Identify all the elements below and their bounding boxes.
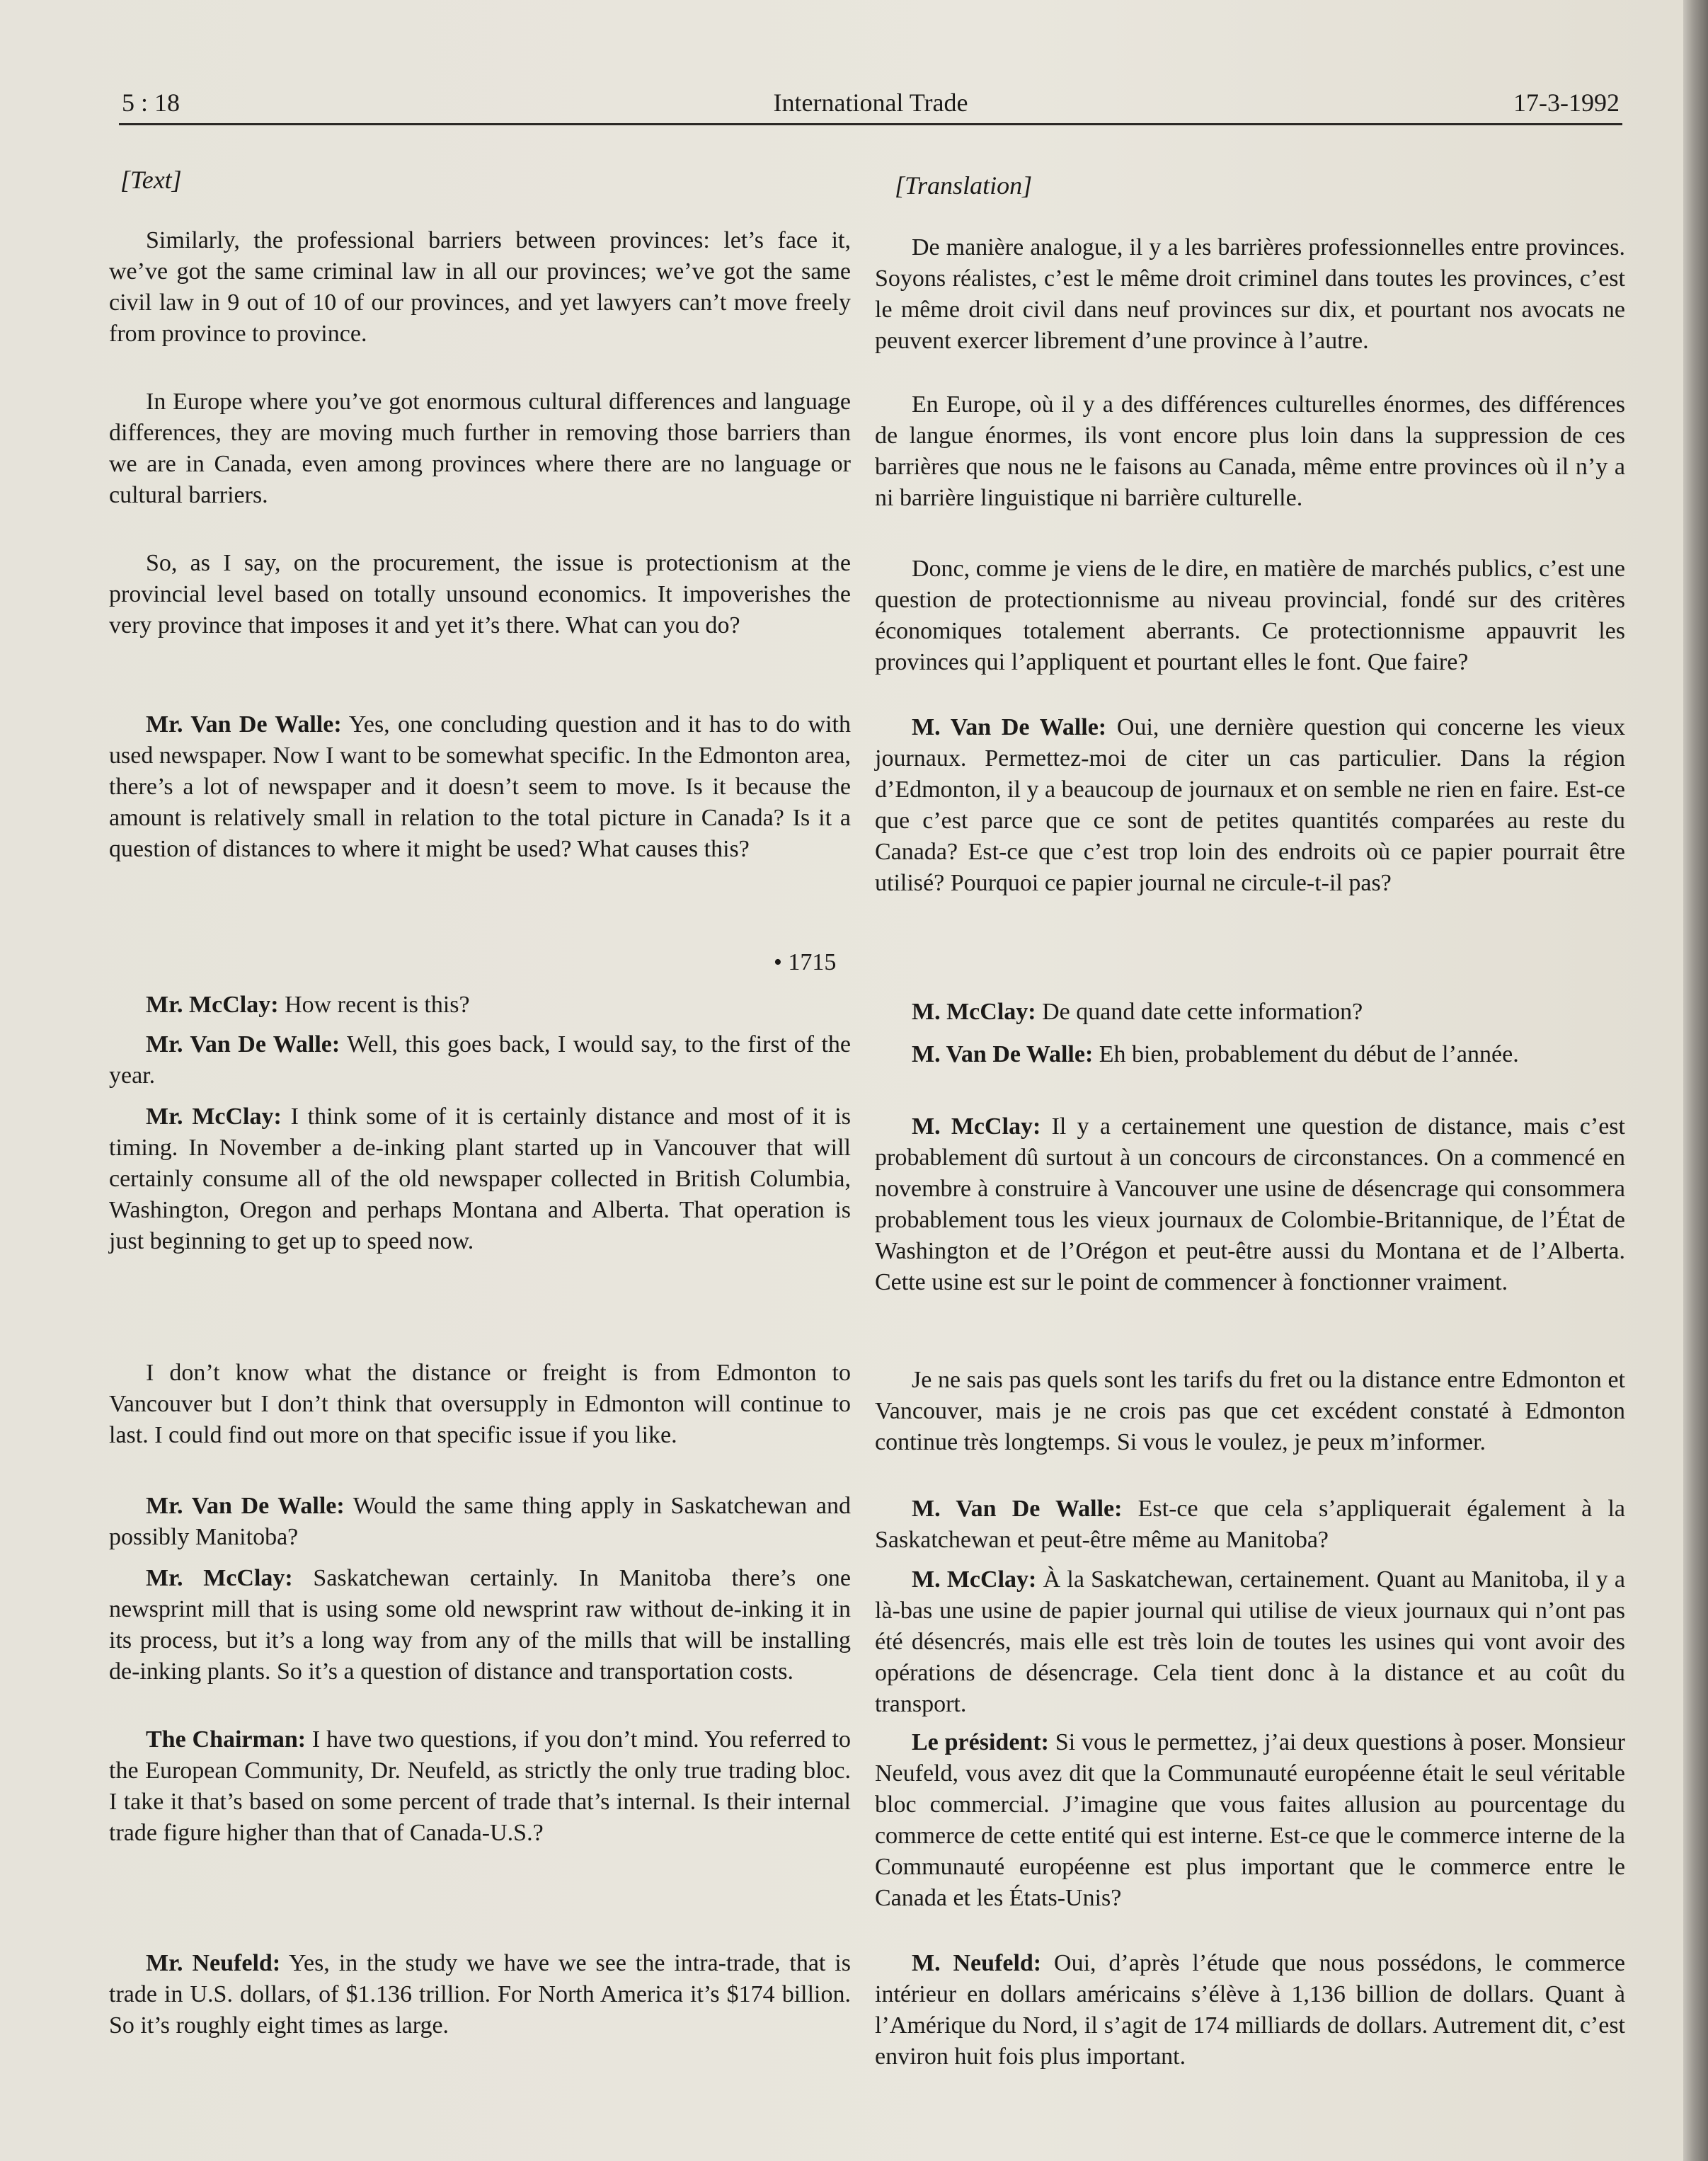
paragraph: I don’t know what the distance or freight is from Edmonton to Vancouver but I don’t think that oversupply in Edmonton will continue to last. I could find out more on that specific issue if you like. (109, 1360, 851, 1448)
speaker-name: Mr. Neufeld: (146, 1950, 281, 1976)
speaker-paragraph: M. Neufeld: Oui, d’après l’étude que nous possédons, le commerce intérieur en dollars américains s’élève à 1,136 billion de dollars. Quant à l’Amérique du Nord, il s’agit de 174 milliards de dollars. Autrement dit, c’est environ huit fois plus important. (875, 1950, 1625, 2070)
publication-title: International Trade (773, 88, 968, 117)
text-label: [Text] (120, 166, 182, 194)
speaker-name: M. Van De Walle: (912, 714, 1107, 740)
speaker-name: M. McClay: (912, 999, 1036, 1025)
speaker-paragraph: Mr. Van De Walle: Would the same thing apply in Saskatchewan and possibly Manitoba? (109, 1493, 851, 1550)
sitting-date: 17-3-1992 (1513, 88, 1620, 117)
speaker-paragraph: Mr. McClay: How recent is this? (146, 992, 470, 1018)
speaker-paragraph: Mr. McClay: I think some of it is certainly distance and most of it is timing. In November a de-inking plant started up in Vancouver that will certainly consume all of the old newspaper collected in British Columbia, Washington, Oregon and perhaps Montana and Alberta. That operation is just beginning to get up to speed now. (109, 1104, 851, 1254)
speaker-paragraph: M. Van De Walle: Oui, une dernière question qui concerne les vieux journaux. Permettez-moi de citer un cas particulier. Dans la région d’Edmonton, il y a beaucoup de journaux et on semble ne rien en faire. Est-ce que c’est parce que ce sont de petites quantités comparées au reste du Canada? Est-ce que c’est trop loin des endroits où ce papier pourrait être utilisé? Pourquoi ce papier journal ne circule-t-il pas? (875, 714, 1626, 896)
speaker-name: M. Van De Walle: (912, 1496, 1123, 1522)
paragraph: De manière analogue, il y a les barrières professionnelles entre provinces. Soyons réalistes, c’est le même droit criminel dans toutes les provinces, c’est le même droit civil dans neuf provinces sur dix, et pourtant nos avocats ne peuvent exercer librement d’une province à l’autre. (875, 234, 1625, 354)
time-marker: • 1715 (774, 949, 837, 975)
speaker-paragraph: Mr. Neufeld: Yes, in the study we have we see the intra-trade, that is trade in U.S. dollars, of $1.136 trillion. For North America it’s $174 billion. So it’s roughly eight times as large. (109, 1950, 851, 2039)
speaker-paragraph: The Chairman: I have two questions, if you don’t mind. You referred to the European Community, Dr. Neufeld, as strictly the only true trading bloc. I take it that’s based on some percent of trade that’s internal. Is their internal trade figure higher than that of Canada-U.S.? (109, 1726, 851, 1846)
paragraph: In Europe where you’ve got enormous cultural differences and language differences, they are moving much further in removing those barriers than we are in Canada, even among provinces where there are no language or cultural barriers. (109, 389, 851, 508)
paragraph: So, as I say, on the procurement, the issue is protectionism at the provincial level based on totally unsound economics. It impoverishes the very province that imposes it and yet it’s there. What can you do? (109, 550, 851, 638)
speaker-paragraph: M. McClay: De quand date cette information? (912, 999, 1363, 1025)
speaker-name: Mr. McClay: (146, 992, 279, 1018)
page-reference: 5 : 18 (122, 88, 180, 117)
speaker-name: Le président: (912, 1729, 1049, 1755)
speaker-paragraph: M. McClay: À la Saskatchewan, certainement. Quant au Manitoba, il y a là-bas une usine de papier journal qui utilise de vieux journaux qui n’ont pas été désencrés, mais elle est très loin de toutes les usines qui vont avoir des opérations de désencrage. Cela tient donc à la distance et au coût du transport. (875, 1566, 1625, 1717)
speaker-paragraph: Le président: Si vous le permettez, j’ai deux questions à poser. Monsieur Neufeld, vous avez dit que la Communauté européenne était le seul véritable bloc commercial. J’imagine que vous faites allusion au pourcentage du commerce de cette entité qui est interne. Est-ce que le commerce interne de la Communauté européenne est plus important que le commerce entre le Canada et les États-Unis? (875, 1729, 1625, 1911)
speaker-name: M. Van De Walle: (912, 1041, 1094, 1067)
paragraph: Donc, comme je viens de le dire, en matière de marchés publics, c’est une question de protectionnisme au niveau provincial, fondé sur des critères économiques totalement aberrants. Ce protectionnisme appauvrit les provinces qui l’appliquent et pourtant elles le font. Que faire? (875, 556, 1625, 675)
speaker-name: M. Neufeld: (912, 1950, 1042, 1976)
paragraph: Similarly, the professional barriers between provinces: let’s face it, we’ve got the same criminal law in all our provinces; we’ve got the same civil law in 9 out of 10 of our provinces, and yet lawyers can’t move freely from province to province. (109, 227, 851, 347)
speaker-name: Mr. Van De Walle: (146, 1493, 345, 1519)
speaker-paragraph: Mr. Van De Walle: Yes, one concluding question and it has to do with used newspaper. Now I want to be somewhat specific. In the Edmonton area, there’s a lot of newspaper and it doesn’t seem to move. Is it because the amount is relatively small in relation to the total picture in Canada? Is it a question of distances to where it might be used? What causes this? (109, 711, 852, 862)
speaker-name: M. McClay: (912, 1113, 1041, 1140)
speaker-paragraph: M. Van De Walle: Est-ce que cela s’appliquerait également à la Saskatchewan et peut-être même au Manitoba? (875, 1496, 1625, 1553)
page-header (119, 84, 1622, 125)
speaker-name: Mr. McClay: (146, 1104, 282, 1130)
paragraph: Je ne sais pas quels sont les tarifs du fret ou la distance entre Edmonton et Vancouver, mais je ne crois pas que cet excédent constaté à Edmonton continue très longtemps. Si vous le voulez, je peux m’informer. (875, 1367, 1625, 1455)
paragraph: En Europe, où il y a des différences culturelles énormes, des différences de langue énormes, ils vont encore plus loin dans la suppression de ces barrières que nous ne le faisons au Canada, même entre provinces où il n’y a ni barrière linguistique ni barrière culturelle. (875, 391, 1625, 511)
speaker-paragraph: Mr. Van De Walle: Well, this goes back, I would say, to the first of the year. (109, 1031, 851, 1089)
speaker-name: The Chairman: (146, 1726, 306, 1753)
speaker-paragraph: Mr. McClay: Saskatchewan certainly. In Manitoba there’s one newsprint mill that is using some old newsprint raw without de-inking it in its process, but it’s a long way from any of the mills that will be installing de-inking plants. So it’s a question of distance and transportation costs. (109, 1565, 851, 1685)
speaker-name: Mr. McClay: (146, 1565, 293, 1591)
translation-label: [Translation] (895, 171, 1033, 200)
speaker-name: Mr. Van De Walle: (146, 711, 342, 738)
speaker-name: M. McClay: (912, 1566, 1037, 1593)
speaker-paragraph: M. McClay: Il y a certainement une question de distance, mais c’est probablement dû surtout à un concours de circonstances. On a commencé en novembre à construire à Vancouver une usine de désencrage qui consommera probablement tous les vieux journaux de Colombie-Britannique, de l’État de Washington et de l’Orégon et peut-être aussi du Montana et de l’Alberta. Cette usine est sur le point de commencer à fonctionner vraiment. (875, 1113, 1625, 1295)
speaker-paragraph: M. Van De Walle: Eh bien, probablement du début de l’année. (912, 1041, 1519, 1067)
speaker-name: Mr. Van De Walle: (146, 1031, 340, 1057)
page-edge (1683, 0, 1708, 2161)
